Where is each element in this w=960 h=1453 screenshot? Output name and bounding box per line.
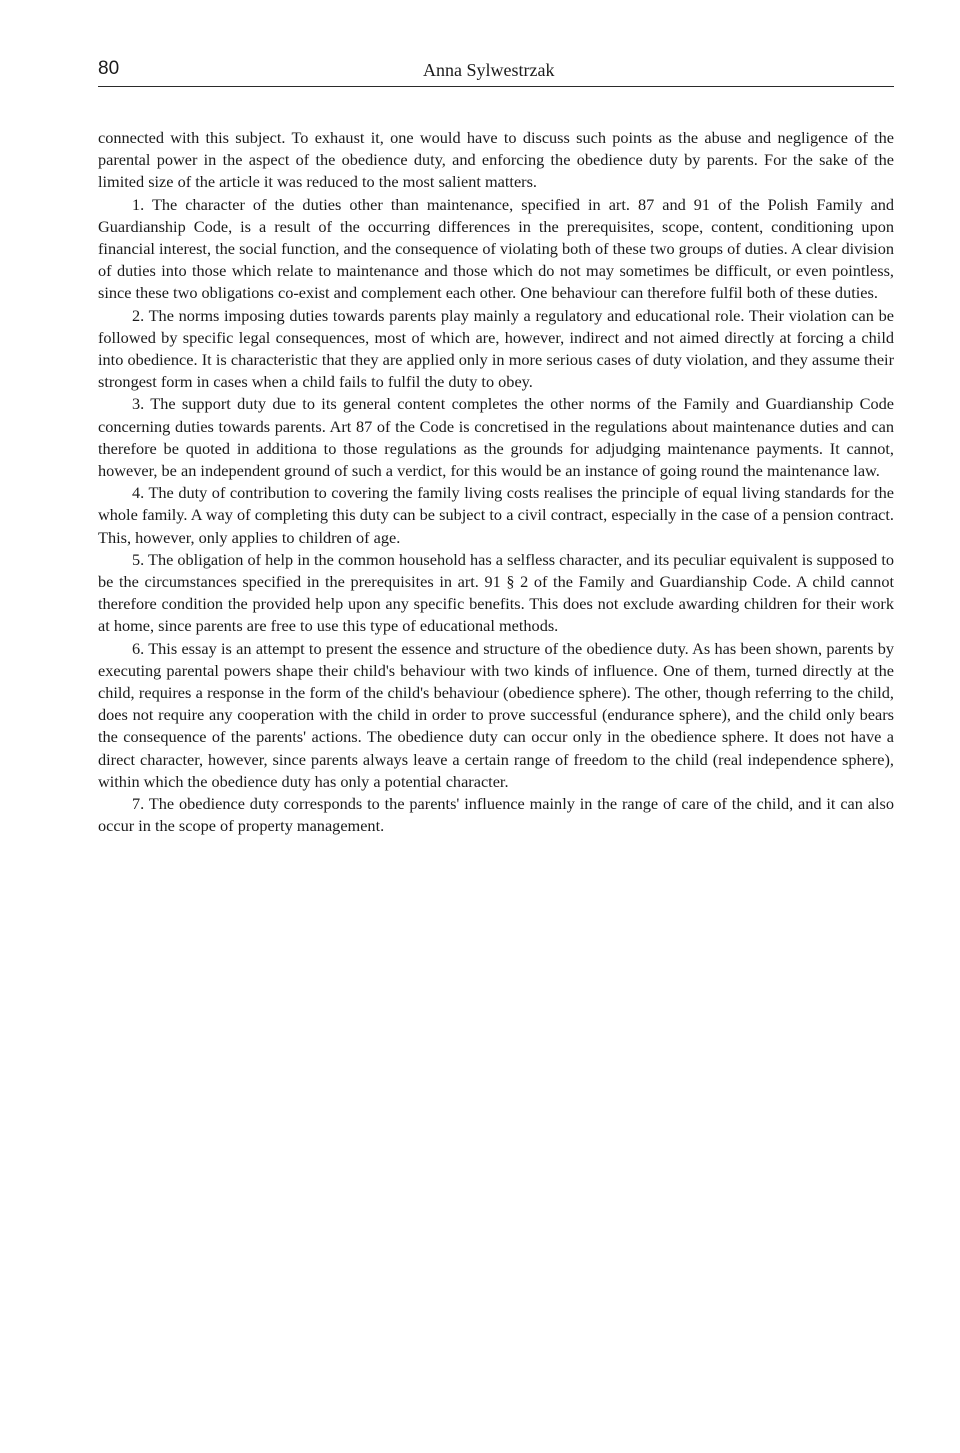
- paragraph-point-1: 1. The character of the duties other than maintenance, specified in art. 87 and 91 of the Polish Family and Guardianship Code, is a result of the occurring differences in the prerequisites, scope, content, conditioning upon financial interest, the social function, and the consequence of violating both of these two groups of duties. A clear division of duties into those which relate to maintenance and those which do not may sometimes be difficult, or even pointless, since these two obligations co-exist and complement each other. One behaviour can therefore fulfil both of these duties.: [98, 194, 894, 303]
- paragraph-point-2: 2. The norms imposing duties towards parents play mainly a regulatory and educational role. Their violation can be followed by specific legal consequences, most of which are, however, indirect and not aimed directly at forcing a child into obedience. It is characteristic that they are applied only in more serious cases of duty violation, and they assume their strongest form in cases when a child fails to fulfil the duty to obey.: [98, 305, 894, 392]
- paragraph-point-7: 7. The obedience duty corresponds to the parents' influence mainly in the range of care of the child, and it can also occur in the scope of property management.: [98, 794, 894, 836]
- paragraph-point-5: 5. The obligation of help in the common household has a selfless character, and its peculiar equivalent is supposed to be the circumstances specified in the prerequisites in art. 91 § 2 of the Family and Guardianship Code. A child cannot therefore condition the provided help upon any specific benefits. This does not exclude awarding children for their work at home, since parents are free to use this type of educational methods.: [98, 549, 894, 636]
- paragraph-point-4: 4. The duty of contribution to covering the family living costs realises the principle of equal living standards for the whole family. A way of completing this duty can be subject to a civil contract, especially in the case of a pension contract. This, however, only applies to children of age.: [98, 483, 894, 547]
- paragraph-point-6: 6. This essay is an attempt to present the essence and structure of the obedience duty. As has been shown, parents by executing parental powers shape their child's behaviour with two kinds of influence. One of them, turned directly at the child, requires a response in the form of the child's behaviour (obedience sphere). The other, though referring to the child, does not require any cooperation with the child in order to prove successful (endurance sphere), and the child only bears the consequence of the parents' actions. The obedience duty can occur only in the obedience sphere. It does not have a direct character, however, since parents always leave a certain range of freedom to the child (real independence sphere), within which the obedience duty has only a potential character.: [98, 638, 894, 791]
- running-title-author: Anna Sylwestrzak: [423, 60, 555, 80]
- paragraph-continuation: connected with this subject. To exhaust it, one would have to discuss such points as the abuse and negligence of the parental power in the aspect of the obedience duty, and enforcing the obedience duty by parents. For the sake of the limited size of the article it was reduced to the most salient matters.: [98, 128, 894, 192]
- body-text: [98, 127, 894, 838]
- running-header: [98, 56, 894, 87]
- page-number: 80: [98, 58, 120, 79]
- page: [98, 56, 894, 838]
- paragraph-point-3: 3. The support duty due to its general content completes the other norms of the Family and Guardianship Code concerning duties towards parents. Art 87 of the Code is concretised in the regulations about maintenance duties and can therefore be quoted in additiona to those regulations as the grounds for adjudging maintenance payments. It cannot, however, be an independent ground of such a verdict, for this would be an instance of going round the maintenance law.: [98, 394, 894, 481]
